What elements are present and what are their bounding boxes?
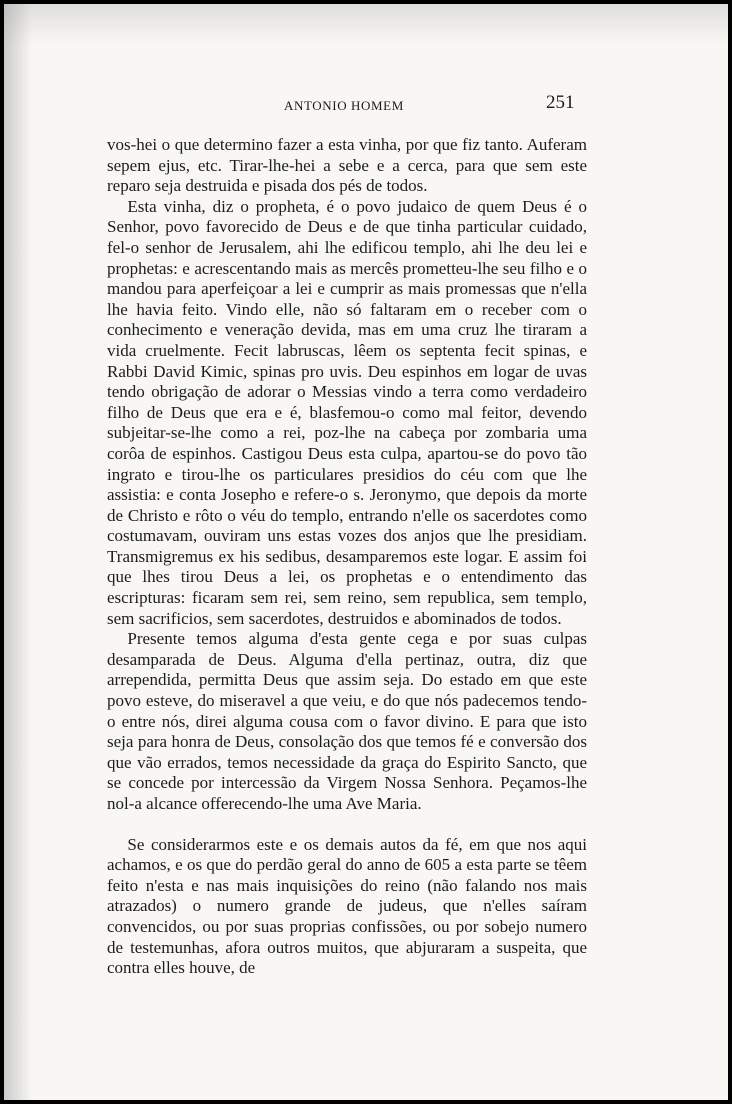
paragraph-4: Se considerarmos este e os demais autos da fé, em que nos aqui achamos, e os que do perdão geral do anno de 605 a esta parte se têem feito n'esta e nas mais inquisições do reino (não falando nos mais atrazados) o numero grande de judeus, que n'elles saíram convencidos, ou por suas proprias confissões, ou por sobejo numero de testemunhas, afora outros muitos, que abjuraram a suspeita, que contra elles houve, de (107, 834, 587, 978)
running-title: ANTONIO HOMEM (284, 98, 404, 113)
page-number: 251 (546, 92, 575, 113)
page-top-shadow (4, 4, 728, 44)
paragraph-1: vos-hei o que determino fazer a esta vinha, por que fiz tanto. Auferam sepem ejus, etc. Tirar-lhe-hei a sebe e a cerca, para que sem este reparo seja destruida e pisada dos pés de todos. (107, 135, 587, 196)
page-edge-shadow (4, 4, 32, 1100)
book-page (4, 4, 728, 1100)
paragraph-3: Presente temos alguma d'esta gente cega e por suas culpas desamparada de Deus. Alguma d'ella pertinaz, outra, diz que arrependida, permitta Deus que assim seja. Do estado em que este povo esteve, do miseravel a que veiu, e do que nós padecemos tendo-o entre nós, direi alguma cousa com o favor divino. E para que isto seja para honra de Deus, consolação dos que temos fé e conversão dos que vão errados, temos necessidade da graça do Espirito Sancto, que se concede por intercessão da Virgem Nossa Senhora. Peçamos-lhe nol-a alcance offerecendo-lhe uma Ave Maria. (107, 629, 587, 813)
body-text (107, 135, 587, 979)
paragraph-2: Esta vinha, diz o propheta, é o povo judaico de quem Deus é o Senhor, povo favorecido de Deus e de que tinha particular cuidado, fel-o senhor de Jerusalem, ahi lhe edificou templo, ahi lhe deu lei e prophetas: e acrescentando mais as mercês prometteu-lhe seu filho e o mandou para aperfeiçoar a lei e cumprir as mais promessas que n'ella lhe havia feito. Vindo elle, não só faltaram em o receber com o conhecimento e veneração devida, mas em uma cruz lhe tiraram a vida cruelmente. Fecit labruscas, lêem os septenta fecit spinas, e Rabbi David Kimic, spinas pro uvis. Deu espinhos em logar de uvas tendo obrigação de adorar o Messias vindo a terra como verdadeiro filho de Deus que era e é, blasfemou-o como mal feitor, devendo subjeitar-se-lhe como a rei, poz-lhe na cabeça por zombaria uma corôa de espinhos. Castigou Deus esta culpa, apartou-se do povo tão ingrato e tirou-lhe os particulares presidios do céu com que lhe assistia: e conta Josepho e refere-o s. Jeronymo, que depois da morte de Christo e rôto o véu do templo, entrando n'elle os sacerdotes como costumavam, ouviram uns estas vozes dos anjos que lhe presidiam. Transmigremus ex his sedibus, desamparemos este logar. E assim foi que lhes tirou Deus a lei, os prophetas e o entendimento das escripturas: ficaram sem rei, sem reino, sem republica, sem templo, sem sacrificios, sem sacerdotes, destruidos e abominados de todos. (107, 196, 587, 628)
